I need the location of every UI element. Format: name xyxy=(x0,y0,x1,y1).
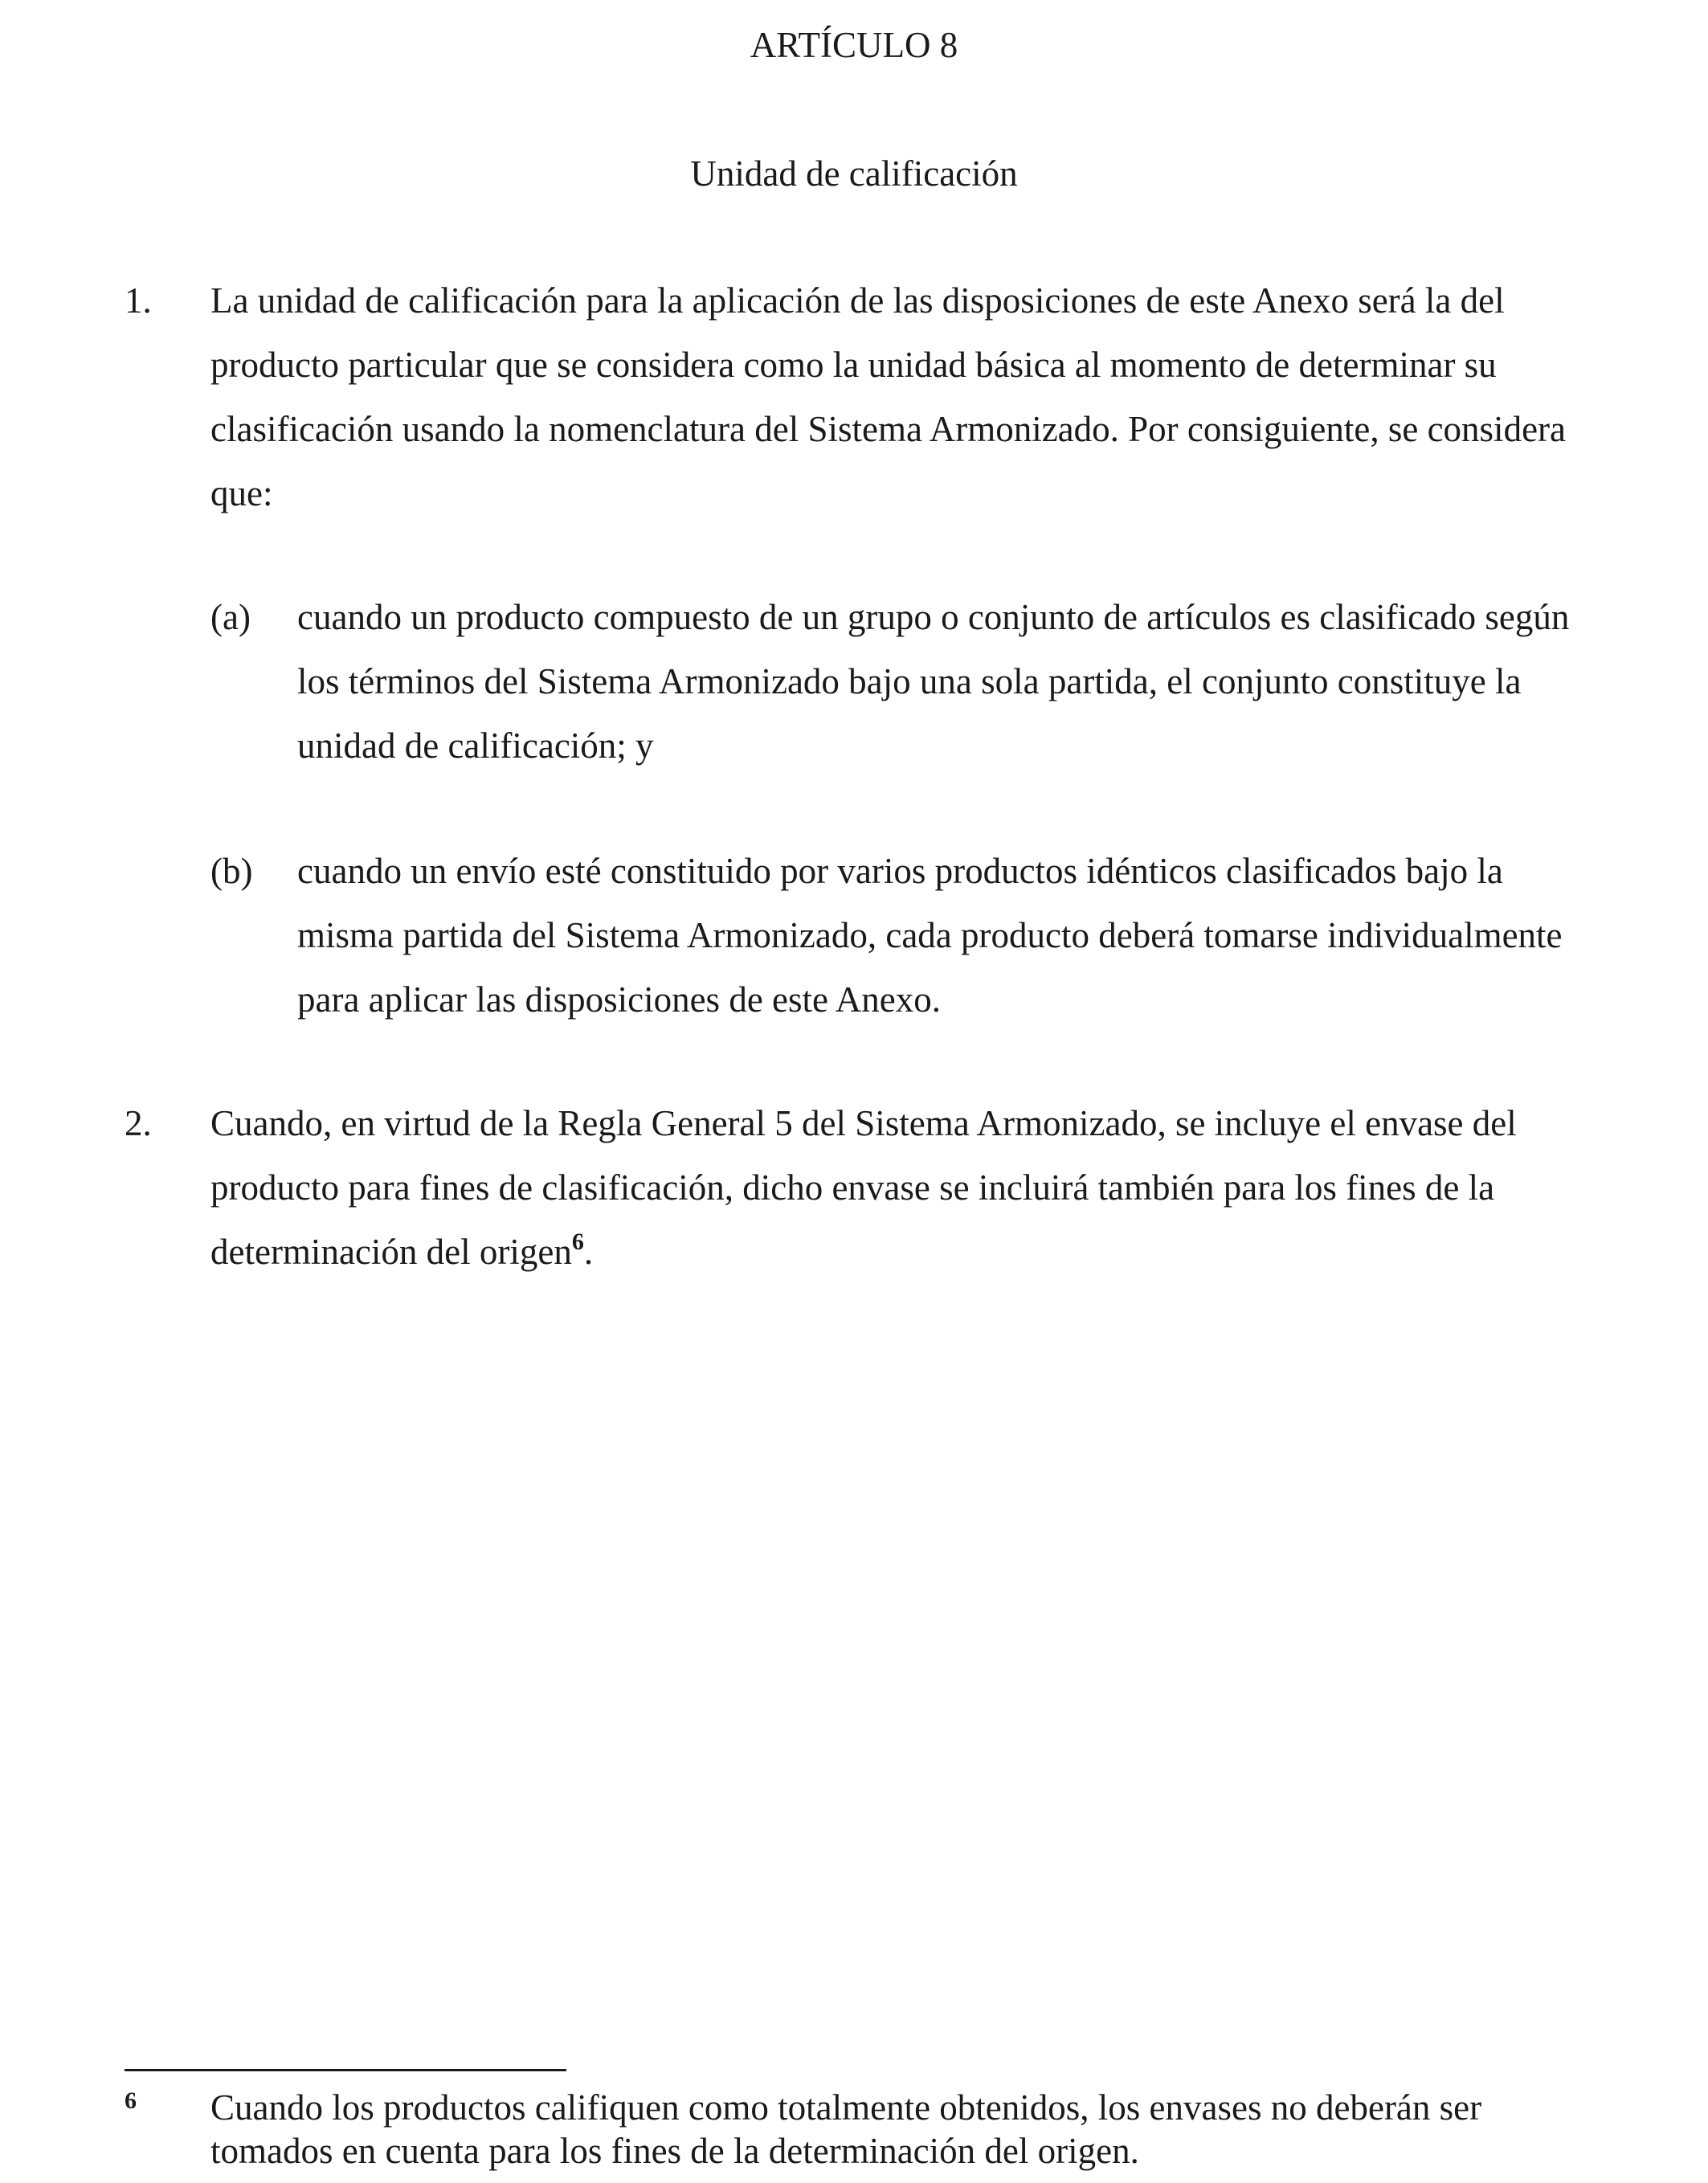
text-line: misma partida del Sistema Armonizado, cada producto deberá tomarse individualmente xyxy=(297,915,1563,955)
text-line: Cuando, en virtud de la Regla General 5 del Sistema Armonizado, se incluye el envase del xyxy=(210,1103,1517,1143)
subparagraph-text xyxy=(297,839,1608,1032)
text-line: que: xyxy=(210,473,273,513)
paragraph-text xyxy=(210,1091,1608,1284)
text-line-content: determinación del origen xyxy=(210,1232,572,1272)
article-subtitle: Unidad de calificación xyxy=(690,153,1018,194)
text-line: cuando un envío esté constituido por varios productos idénticos clasificados bajo la xyxy=(297,851,1503,891)
text-line: producto para fines de clasificación, dicho envase se incluirá también para los fines de la xyxy=(210,1167,1495,1208)
text-line: unidad de calificación; y xyxy=(297,726,654,766)
footnote-separator xyxy=(125,2069,566,2071)
text-line: los términos del Sistema Armonizado bajo una sola partida, el conjunto constituye la xyxy=(297,661,1522,701)
footnote-line: Cuando los productos califiquen como totalmente obtenidos, los envases no deberán ser xyxy=(210,2087,1482,2128)
footnote-text xyxy=(210,2086,1624,2173)
end-punctuation: . xyxy=(583,1232,594,1272)
subparagraph-letter: (b) xyxy=(210,851,253,891)
subparagraph-letter: (a) xyxy=(210,597,251,637)
text-line: clasificación usando la nomenclatura del Sistema Armonizado. Por consiguiente, se considera xyxy=(210,409,1566,449)
paragraph-number: 2. xyxy=(125,1103,152,1143)
footnote-line: tomados en cuenta para los fines de la determinación del origen. xyxy=(210,2131,1139,2171)
footnote-marker: 6 xyxy=(125,2087,137,2114)
text-line: para aplicar las disposiciones de este Anexo. xyxy=(297,979,941,1020)
paragraph-number: 1. xyxy=(125,280,152,321)
text-line: producto particular que se considera como la unidad básica al momento de determinar su xyxy=(210,345,1497,385)
text-line: La unidad de calificación para la aplicación de las disposiciones de este Anexo será la del xyxy=(210,280,1505,321)
paragraph-text xyxy=(210,268,1608,525)
text-line xyxy=(210,1220,1608,1284)
footnote-reference[interactable]: 6 xyxy=(571,1228,584,1255)
article-title: ARTÍCULO 8 xyxy=(750,25,958,65)
text-line: cuando un producto compuesto de un grupo o conjunto de artículos es clasificado según xyxy=(297,597,1570,637)
subparagraph-text xyxy=(297,585,1608,778)
